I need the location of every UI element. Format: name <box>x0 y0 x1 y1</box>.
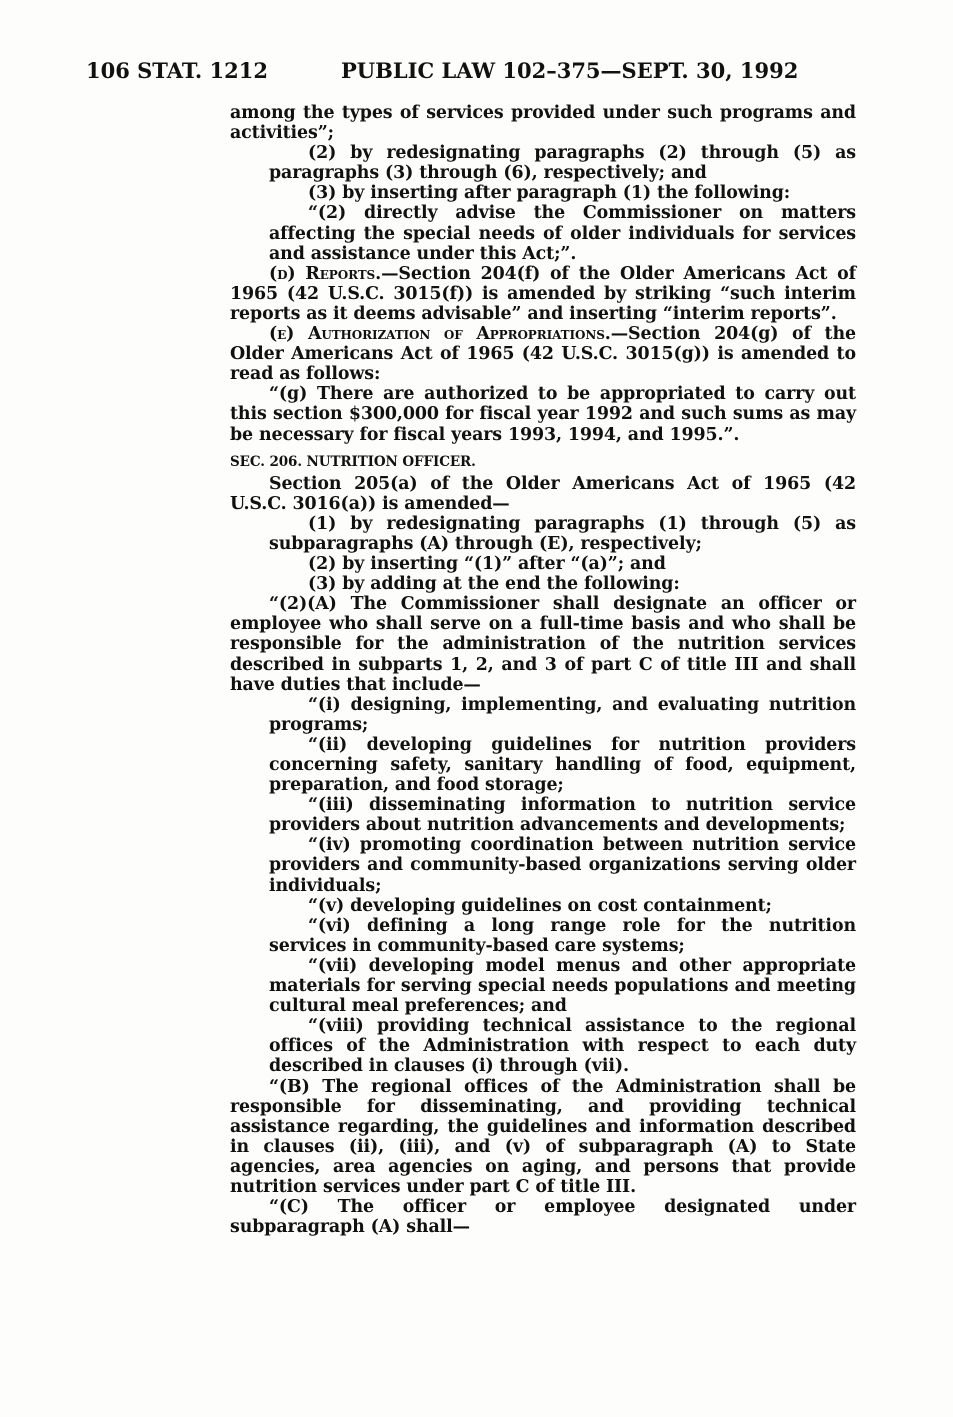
section-heading: SEC. 206. NUTRITION OFFICER. <box>230 453 476 470</box>
public-law-title: PUBLIC LAW 102–375—SEPT. 30, 1992 <box>341 58 799 83</box>
clause-i: “(i) designing, implementing, and evaluating nutrition programs; <box>269 694 856 735</box>
clause-vii: “(vii) developing model menus and other appropriate materials for serving special needs populations and meeting cultural meal preferences; and <box>269 955 856 1017</box>
clause-vi: “(vi) defining a long range role for the nutrition services in community-based care systems; <box>269 915 856 956</box>
running-head <box>86 58 871 84</box>
subsection-d-reports <box>230 264 856 324</box>
section-205-intro: Section 205(a) of the Older Americans Act of 1965 (42 U.S.C. 3016(a)) is amended— <box>230 473 856 514</box>
amendment-item-1: (1) by redesignating paragraphs (1) through (5) as subparagraphs (A) through (E), respectively; <box>269 513 856 554</box>
subsection-e-text: —Section 204(g) of the Older Americans Act of 1965 (42 U.S.C. 3015(g)) is amended to read as follows: <box>230 324 856 385</box>
subsection-d-text: —Section 204(f) of the Older Americans Act of 1965 (42 U.S.C. 3015(f)) is amended by striking “such interim reports as it deems advisable” and inserting “interim reports”. <box>230 263 856 324</box>
quoted-paragraph-2A: “(2)(A) The Commissioner shall designate an officer or employee who shall serve on a full-time basis and who shall be responsible for the administration of the nutrition services described in subparts 1, 2, and 3 of part C of title III and shall have duties that include— <box>230 594 856 695</box>
clause-iii: “(iii) disseminating information to nutrition service providers about nutrition advancements and developments; <box>269 795 856 836</box>
body-text <box>230 103 856 1237</box>
quoted-subsection-g: “(g) There are authorized to be appropriated to carry out this section $300,000 for fiscal year 1992 and such sums as may be necessary for fiscal years 1993, 1994, and 1995.”. <box>230 384 856 445</box>
subsection-e-label: (e) Authorization of Appropriations. <box>269 324 611 345</box>
subparagraph-B: “(B) The regional offices of the Administration shall be responsible for disseminating, and providing technical assistance regarding, the guidelines and information described in clauses (ii), (iii), and (v) of subparagraph (A) to State agencies, area agencies on aging, and persons that provide nutrition services under part C of title III. <box>230 1076 856 1197</box>
clause-ii: “(ii) developing guidelines for nutrition providers concerning safety, sanitary handling of food, equipment, preparation, and food storage; <box>269 734 856 796</box>
subsection-e-appropriations <box>230 324 856 384</box>
subparagraph-C: “(C) The officer or employee designated under subparagraph (A) shall— <box>230 1197 856 1238</box>
clause-iv: “(iv) promoting coordination between nutrition service providers and community-based organizations serving older individuals; <box>269 835 856 896</box>
amendment-item-2: (2) by inserting “(1)” after “(a)”; and <box>308 554 666 575</box>
stat-page-reference: 106 STAT. 1212 <box>86 58 268 83</box>
paragraph-continuation: among the types of services provided under such programs and activities”; <box>230 103 856 144</box>
paragraph-item-2: (2) by redesignating paragraphs (2) through (5) as paragraphs (3) through (6), respectively; and <box>269 143 856 184</box>
amendment-item-3: (3) by adding at the end the following: <box>308 574 680 595</box>
clause-viii: “(viii) providing technical assistance to the regional offices of the Administration with respect to each duty described in clauses (i) through (vii). <box>269 1016 856 1077</box>
paragraph-item-3: (3) by inserting after paragraph (1) the following: <box>308 183 791 204</box>
quoted-paragraph-2: “(2) directly advise the Commissioner on matters affecting the special needs of older individuals for services and assistance under this Act;”. <box>269 203 856 264</box>
subsection-d-label: (d) Reports. <box>269 263 382 284</box>
clause-v: “(v) developing guidelines on cost containment; <box>308 895 772 916</box>
